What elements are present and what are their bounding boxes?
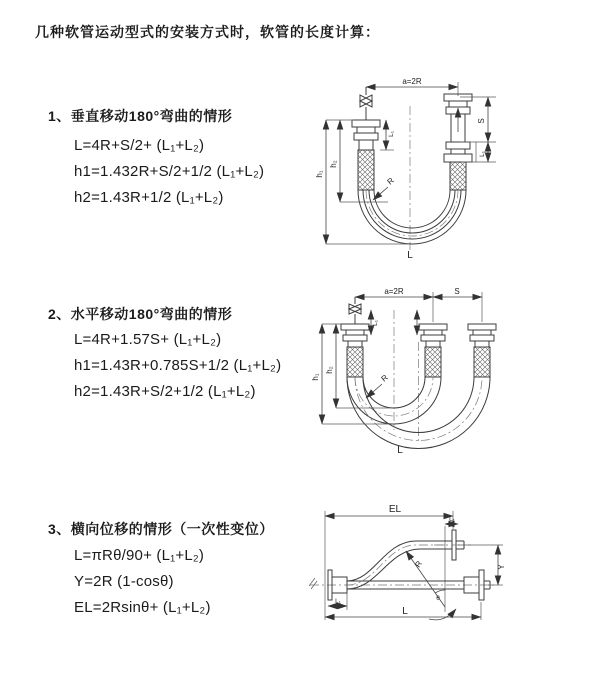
dimension-a2r (366, 77, 458, 96)
valve-icon (360, 87, 372, 120)
dim-label-s: S (477, 118, 486, 124)
section-2-formula-h2: h2=1.43R+S/2+1/2 (L₁+L₂) (74, 383, 256, 400)
dimension-l1-left (380, 120, 395, 150)
dimension-l1-left (371, 310, 379, 335)
radius-callout (373, 176, 396, 200)
valve-icon (349, 297, 361, 324)
angle-theta (429, 590, 456, 620)
braid-section-left (358, 150, 374, 190)
section-2-heading: 2、水平移动180°弯曲的情形 (48, 306, 233, 322)
dim-label-l1-right: L₁ (479, 151, 486, 157)
dim-label-l1: L₁ (372, 320, 379, 326)
section-2-formula-h1: h1=1.43R+0.785S+1/2 (L₁+L₂) (74, 357, 282, 374)
dimension-a2r (355, 287, 482, 322)
hose-u-bend (358, 190, 466, 244)
dim-label-l-bottom: L (397, 445, 403, 454)
dim-label-a2r: a=2R (384, 287, 404, 296)
displaced-hose (347, 541, 452, 589)
dim-label-r: R (379, 372, 390, 384)
center-fitting (419, 324, 447, 377)
diagram-lateral-displacement (298, 498, 598, 643)
section-1-formula-h1: h1=1.432R+S/2+1/2 (L₁+L₂) (74, 163, 265, 180)
dim-label-a2r: a=2R (402, 77, 422, 86)
section-1-heading: 1、垂直移动180°弯曲的情形 (48, 108, 233, 124)
braid-section-right (450, 162, 466, 190)
dim-label-l: L (402, 606, 408, 617)
centerline-break-mark (309, 578, 317, 589)
section-3-heading: 3、横向位移的情形（一次性变位） (48, 521, 274, 537)
dim-label-r: R (413, 559, 424, 570)
dimension-l1-bottom (328, 593, 347, 610)
left-fitting (341, 324, 369, 377)
dim-label-l-bottom: L (407, 250, 413, 261)
page-title: 几种软管运动型式的安装方式时，软管的长度计算： (35, 24, 380, 40)
section-3-formula-Y: Y=2R (1-cosθ) (74, 573, 174, 590)
section-2-formula-L: L=4R+1.57S+ (L₁+L₂) (74, 331, 222, 348)
section-3-formula-L: L=πRθ/90+ (L₁+L₂) (74, 547, 205, 564)
dim-label-l1b: L₁ (335, 598, 341, 605)
section-3-formula-EL: EL=2Rsinθ+ (L₁+L₂) (74, 599, 211, 616)
dim-label-y: Y (497, 564, 506, 570)
dim-label-h2: h₂ (325, 366, 334, 374)
diagram-horizontal-180-bend (310, 282, 600, 454)
diagram-vertical-180-bend (310, 72, 600, 262)
dim-label-theta: θ (436, 595, 440, 602)
left-fitting (352, 120, 380, 150)
dimension-y (458, 545, 506, 585)
dim-label-l1: L₁ (388, 131, 395, 137)
section-1-formula-h2: h2=1.43R+1/2 (L₁+L₂) (74, 189, 224, 206)
dim-label-h2: h₂ (329, 160, 338, 168)
shifted-fitting (468, 324, 496, 377)
dimension-l (325, 602, 481, 620)
dimension-l1-top (445, 516, 458, 524)
dim-label-r: R (385, 175, 396, 187)
dim-label-l1: L₁ (449, 516, 455, 523)
section-1-formula-L: L=4R+S/2+ (L₁+L₂) (74, 137, 205, 154)
dim-label-h1: h₁ (315, 170, 324, 178)
dim-label-h1: h₁ (311, 373, 320, 381)
dim-label-s: S (454, 287, 460, 296)
dimension-el (325, 504, 453, 529)
dim-label-el: EL (388, 504, 402, 515)
radius-callout (366, 373, 390, 398)
